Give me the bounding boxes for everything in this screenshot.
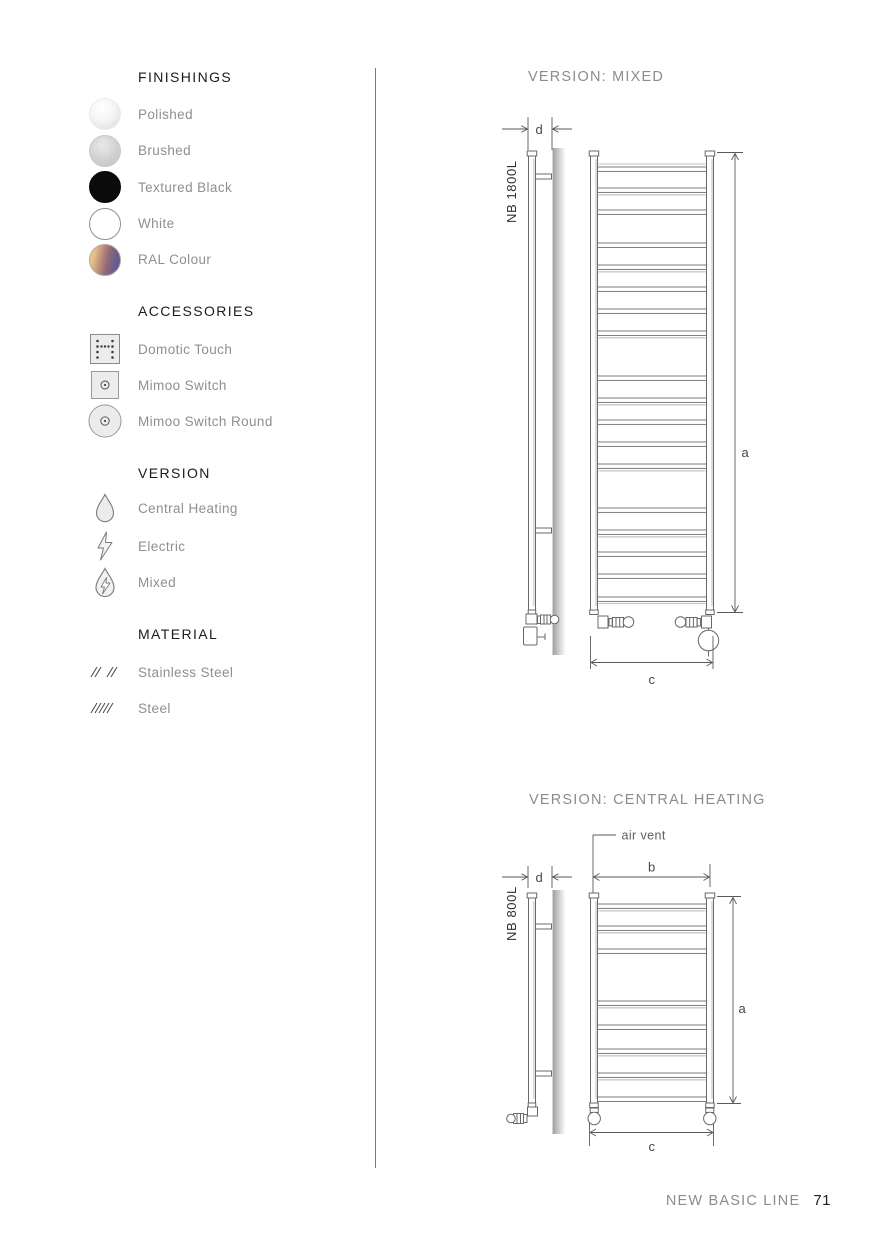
radiator-drawing-central-heating [495,820,765,1165]
dim-label-b: b [648,859,656,875]
legend-item-label: Polished [138,106,193,122]
legend-item-domotic-touch [88,333,378,365]
dimension-c [590,1123,714,1154]
legend-item-mimoo-switch [88,369,378,401]
rungs [598,164,707,604]
model-label: NB 800L [504,886,519,941]
legend-item-label: Mixed [138,574,177,590]
footer-brand: NEW BASIC LINE [665,1193,801,1209]
rung [598,188,707,192]
rung [598,1073,707,1077]
water-drop-icon [92,492,118,524]
right-valve-electric [675,616,719,657]
right-valve [704,1108,716,1125]
rung [598,508,707,512]
dim-label-a: a [741,445,750,460]
page-footer [666,1192,831,1209]
rung [598,464,707,468]
rung [598,904,707,908]
legend-item-label: Domotic Touch [138,341,233,357]
rung [598,1049,707,1053]
legend-item-mimoo-switch-round [88,405,378,437]
legend-item-electric [88,530,378,562]
rung [598,1025,707,1029]
finishings-heading: FINISHINGS [138,69,233,85]
dim-label-c: c [648,1139,656,1154]
wall-bracket [536,1071,552,1076]
legend-item-label: Textured Black [138,179,233,195]
legend-item-white [88,208,378,240]
white-swatch-icon [89,208,121,240]
rung [598,1001,707,1005]
rung [598,420,707,424]
dimension-d [502,866,572,888]
legend-item-stainless-steel [88,656,378,688]
left-valve [588,1108,600,1125]
footer-page-number: 71 [813,1192,831,1209]
rung [598,398,707,402]
drawing-central-title: VERSION: CENTRAL HEATING [529,792,766,808]
legend-item-label: Mimoo Switch Round [138,413,273,429]
wall-bracket [536,174,552,179]
legend-item-steel [88,692,378,724]
legend-item-label: White [138,216,175,231]
domotic-touch-icon [90,334,120,364]
legend-item-label: Electric [138,538,186,554]
column-divider [375,68,376,1168]
model-label: NB 1800L [504,160,519,223]
rungs [598,904,707,1101]
drop-with-bolt-icon [91,566,119,598]
rung [598,287,707,291]
dimension-c [591,636,714,687]
wall-surface [552,890,565,1134]
dim-label-a: a [738,1001,747,1016]
rung [598,243,707,247]
wall-surface [552,148,565,655]
rung [598,331,707,335]
rung [598,309,707,313]
legend-item-label: Mimoo Switch [138,377,227,393]
double-hatch-icon [89,665,121,679]
hatch-icon [89,701,121,715]
wall-bracket [536,924,552,929]
rung [598,265,707,269]
material-heading: MATERIAL [138,626,219,642]
rung [598,597,707,601]
legend-item-label: RAL Colour [138,252,212,267]
legend-item-mixed [88,566,378,598]
dimension-d [502,117,572,150]
accessories-heading: ACCESSORIES [138,303,255,319]
drawing-mixed-title: VERSION: MIXED [528,69,665,85]
rung [598,376,707,380]
rung [598,949,707,953]
front-view [588,893,716,1125]
textured-black-swatch-icon [89,171,121,203]
polished-swatch-icon [89,98,121,130]
side-valve [507,1107,538,1124]
legend-item-central-heating [88,492,378,524]
wall-bracket [536,528,552,533]
legend-item-brushed [88,135,378,167]
rung [598,574,707,578]
radiator-drawing-mixed [495,110,765,690]
legend-item-label: Stainless Steel [138,664,234,680]
thermostat-head [698,630,718,650]
ral-colour-swatch-icon [89,244,121,276]
mimoo-switch-icon [91,371,119,399]
legend-item-polished [88,98,378,130]
legend-item-ral-colour [88,244,378,276]
dim-label-c: c [648,672,656,687]
dimension-a [717,897,747,1104]
mimoo-switch-round-icon [88,404,122,438]
air-vent-label: air vent [621,828,666,843]
dim-label-d: d [535,122,544,137]
dimension-a [717,153,750,613]
legend-item-label: Brushed [138,143,192,158]
version-heading: VERSION [138,465,211,481]
dim-label-d: d [535,870,544,885]
legend-item-label: Steel [138,700,171,716]
rung [598,442,707,446]
rung [598,926,707,930]
brushed-swatch-icon [89,135,121,167]
legend-item-textured-black [88,171,378,203]
legend-item-label: Central Heating [138,500,238,516]
rung [598,530,707,534]
rung [598,210,707,214]
left-valve [598,616,634,628]
lightning-bolt-icon [94,530,116,562]
rung [598,1097,707,1101]
rung [598,552,707,556]
rung [598,167,707,171]
front-view [589,151,719,657]
dimension-b [594,860,711,888]
